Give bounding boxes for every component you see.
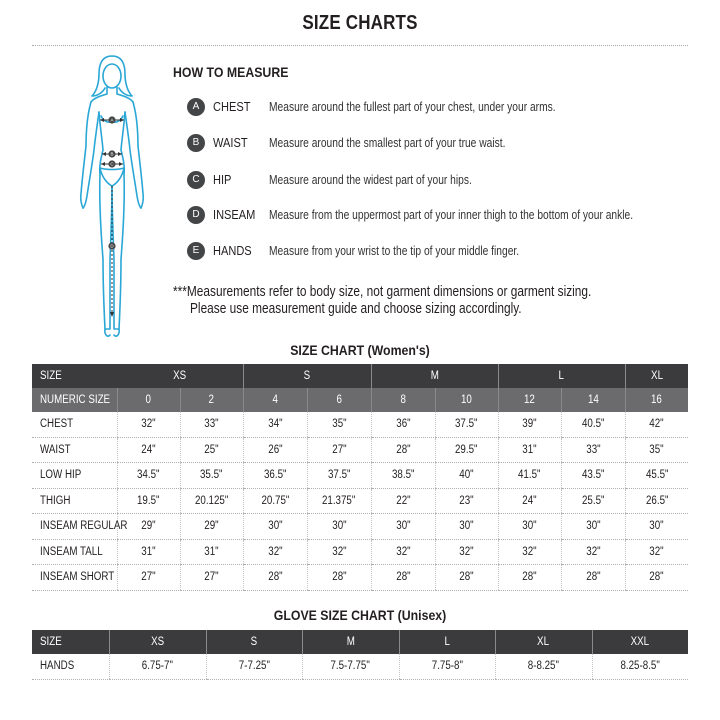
- table-cell: 29": [180, 514, 243, 540]
- numeric-size: 8: [371, 388, 435, 412]
- row-label: THIGH: [32, 488, 117, 514]
- table-cell: 28": [371, 565, 435, 591]
- table-cell: 37.5": [435, 412, 498, 437]
- size-group-m: M: [371, 364, 498, 388]
- table-cell: 23": [435, 488, 498, 514]
- glove-chart-title: GLOVE SIZE CHART (Unisex): [273, 607, 447, 623]
- table-cell: 19.5": [117, 488, 180, 514]
- table-cell: 26": [243, 437, 307, 463]
- table-row: [32, 463, 688, 489]
- table-cell: 28": [625, 565, 688, 591]
- womens-chart-title: SIZE CHART (Women's): [290, 342, 430, 358]
- row-label: LOW HIP: [32, 463, 117, 489]
- table-cell: 32": [117, 412, 180, 437]
- measure-item-chest: [187, 98, 707, 118]
- glove-size: L: [399, 630, 495, 654]
- table-cell: 35.5": [180, 463, 243, 489]
- measure-name: INSEAM: [213, 207, 256, 222]
- table-cell: 41.5": [498, 463, 561, 489]
- table-row: [32, 437, 688, 463]
- table-cell: 28": [498, 565, 561, 591]
- size-label: SIZE: [32, 364, 117, 388]
- table-cell: 29": [117, 514, 180, 540]
- how-to-measure-heading: HOW TO MEASURE: [173, 64, 289, 80]
- body-figure: [72, 54, 152, 344]
- measure-item-inseam: [187, 206, 707, 226]
- table-cell: 25.5": [561, 488, 625, 514]
- size-group-s: S: [243, 364, 371, 388]
- table-cell: 30": [498, 514, 561, 540]
- table-cell: 31": [180, 539, 243, 565]
- table-cell: 34.5": [117, 463, 180, 489]
- letter-badge: E: [187, 242, 205, 260]
- row-label: CHEST: [32, 412, 117, 437]
- table-cell: 27": [180, 565, 243, 591]
- table-row: [32, 412, 688, 437]
- measure-name: WAIST: [213, 135, 248, 150]
- table-cell: 32": [561, 539, 625, 565]
- measure-name: HANDS: [213, 243, 252, 258]
- numeric-size: 10: [435, 388, 498, 412]
- row-label: INSEAM REGULAR: [32, 514, 117, 540]
- letter-badge: A: [187, 98, 205, 116]
- numeric-size: 6: [307, 388, 371, 412]
- table-cell: 28": [435, 565, 498, 591]
- table-cell: 7-7.25": [206, 654, 302, 679]
- numeric-size-header-row: [32, 388, 688, 412]
- table-cell: 30": [371, 514, 435, 540]
- table-cell: 31": [117, 539, 180, 565]
- table-cell: 28": [561, 565, 625, 591]
- table-cell: 6.75-7": [109, 654, 206, 679]
- glove-size: XXL: [592, 630, 688, 654]
- numeric-size: 14: [561, 388, 625, 412]
- table-cell: 32": [243, 539, 307, 565]
- table-cell: 30": [435, 514, 498, 540]
- table-cell: 7.75-8": [399, 654, 495, 679]
- table-cell: 26.5": [625, 488, 688, 514]
- title-divider: [32, 45, 688, 46]
- letter-badge: C: [187, 171, 205, 189]
- table-row: [32, 488, 688, 514]
- table-cell: 30": [243, 514, 307, 540]
- glove-size: XL: [495, 630, 592, 654]
- table-cell: 36.5": [243, 463, 307, 489]
- table-cell: 28": [243, 565, 307, 591]
- row-label: INSEAM TALL: [32, 539, 117, 565]
- numeric-size: 2: [180, 388, 243, 412]
- table-cell: 20.75": [243, 488, 307, 514]
- letter-badge: D: [187, 206, 205, 224]
- figure-label-a: A: [110, 117, 114, 123]
- glove-size-table: [32, 630, 688, 680]
- table-cell: 22": [371, 488, 435, 514]
- table-cell: 31": [498, 437, 561, 463]
- table-cell: 21.375": [307, 488, 371, 514]
- table-cell: 25": [180, 437, 243, 463]
- table-cell: 27": [307, 437, 371, 463]
- glove-size-header-row: [32, 630, 688, 654]
- table-cell: 40.5": [561, 412, 625, 437]
- table-cell: 30": [561, 514, 625, 540]
- table-cell: 36": [371, 412, 435, 437]
- glove-size: S: [206, 630, 302, 654]
- table-cell: 27": [117, 565, 180, 591]
- measure-name: CHEST: [213, 99, 251, 114]
- table-cell: 30": [625, 514, 688, 540]
- glove-size: M: [302, 630, 399, 654]
- numeric-size: 4: [243, 388, 307, 412]
- table-cell: 32": [625, 539, 688, 565]
- measure-description: Measure around the fullest part of your chest, under your arms.: [269, 100, 556, 114]
- numeric-size-label: NUMERIC SIZE: [32, 388, 117, 412]
- table-cell: 38.5": [371, 463, 435, 489]
- numeric-size: 12: [498, 388, 561, 412]
- table-row: [32, 654, 688, 679]
- table-cell: 32": [371, 539, 435, 565]
- table-cell: 28": [307, 565, 371, 591]
- table-cell: 8.25-8.5": [592, 654, 688, 679]
- table-cell: 32": [307, 539, 371, 565]
- page-title: SIZE CHARTS: [302, 12, 418, 34]
- glove-size: XS: [109, 630, 206, 654]
- table-cell: 42": [625, 412, 688, 437]
- figure-label-d: D: [110, 243, 114, 249]
- table-cell: 45.5": [625, 463, 688, 489]
- numeric-size: 16: [625, 388, 688, 412]
- table-cell: 30": [307, 514, 371, 540]
- glove-size-label: SIZE: [32, 630, 109, 654]
- table-cell: 29.5": [435, 437, 498, 463]
- table-cell: 37.5": [307, 463, 371, 489]
- measure-item-hip: [187, 171, 707, 191]
- womens-size-table: [32, 364, 688, 591]
- size-group-xs: XS: [117, 364, 243, 388]
- sizing-note-line1: ***Measurements refer to body size, not garment dimensions or garment sizing.: [173, 284, 592, 300]
- table-cell: 8-8.25": [495, 654, 592, 679]
- size-group-header-row: [32, 364, 688, 388]
- table-cell: 33": [561, 437, 625, 463]
- measure-description: Measure from the uppermost part of your inner thigh to the bottom of your ankle.: [269, 208, 634, 222]
- size-group-xl: XL: [625, 364, 688, 388]
- table-cell: 33": [180, 412, 243, 437]
- measure-name: HIP: [213, 172, 232, 187]
- row-label: WAIST: [32, 437, 117, 463]
- table-cell: 35": [307, 412, 371, 437]
- table-cell: 32": [498, 539, 561, 565]
- letter-badge: B: [187, 134, 205, 152]
- measure-description: Measure around the widest part of your hips.: [269, 173, 472, 187]
- figure-label-b: B: [110, 151, 114, 157]
- table-cell: 24": [498, 488, 561, 514]
- table-row: [32, 565, 688, 591]
- table-row: [32, 539, 688, 565]
- measure-item-waist: [187, 134, 707, 154]
- table-cell: 32": [435, 539, 498, 565]
- table-cell: 28": [371, 437, 435, 463]
- table-cell: 24": [117, 437, 180, 463]
- sizing-note-line2: Please use measurement guide and choose sizing accordingly.: [190, 301, 522, 317]
- table-cell: 40": [435, 463, 498, 489]
- figure-label-c: C: [110, 161, 114, 167]
- table-cell: 7.5-7.75": [302, 654, 399, 679]
- size-group-l: L: [498, 364, 625, 388]
- table-cell: 39": [498, 412, 561, 437]
- measure-item-hands: [187, 242, 707, 262]
- table-cell: 20.125": [180, 488, 243, 514]
- table-row: [32, 514, 688, 540]
- row-label: INSEAM SHORT: [32, 565, 117, 591]
- numeric-size: 0: [117, 388, 180, 412]
- row-label: HANDS: [32, 654, 109, 679]
- measure-description: Measure around the smallest part of your true waist.: [269, 136, 506, 150]
- table-cell: 35": [625, 437, 688, 463]
- table-cell: 43.5": [561, 463, 625, 489]
- measure-description: Measure from your wrist to the tip of your middle finger.: [269, 244, 520, 258]
- table-cell: 34": [243, 412, 307, 437]
